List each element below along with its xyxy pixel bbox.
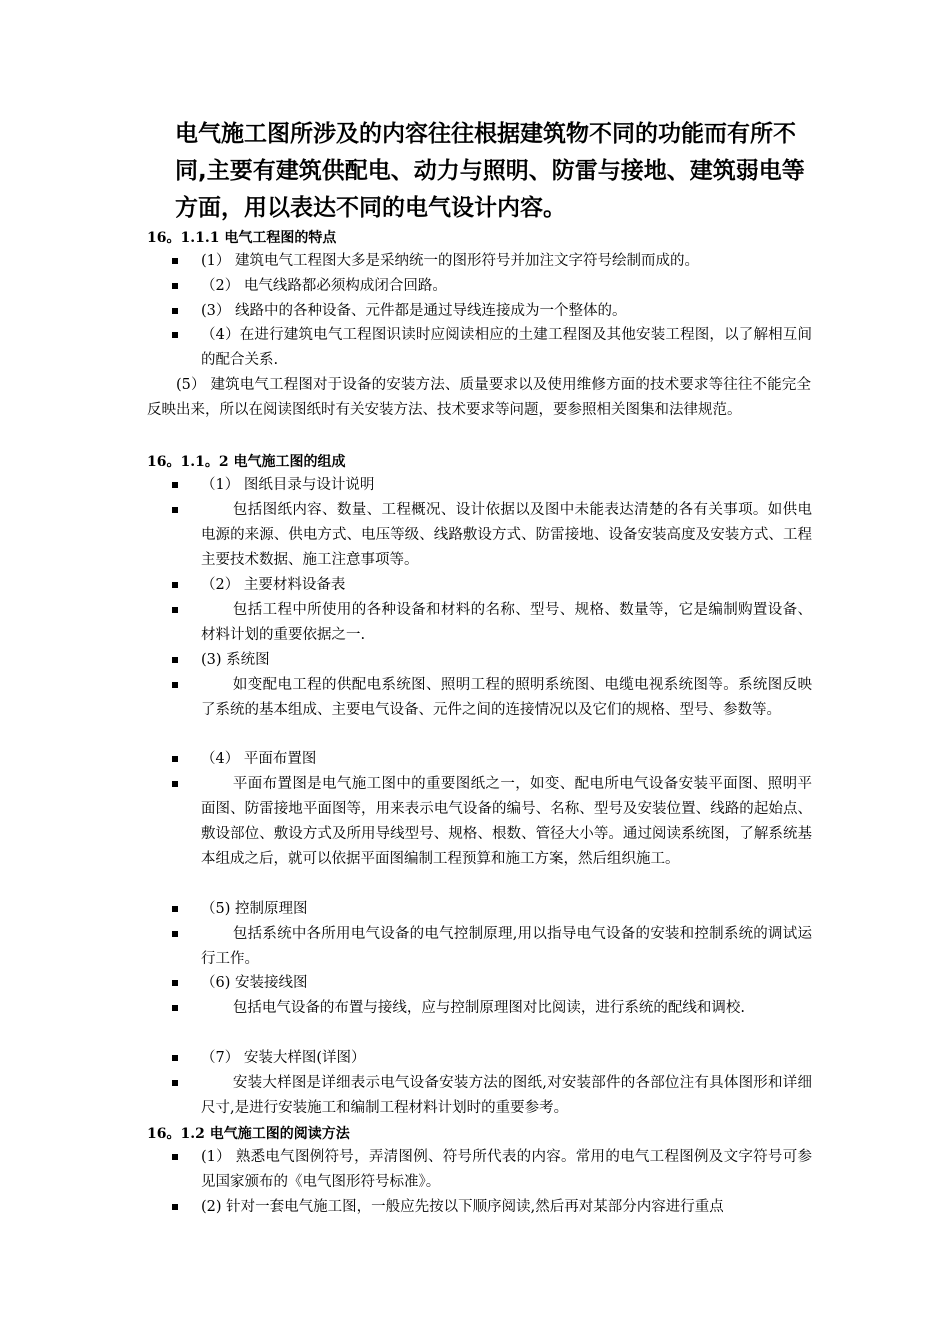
bullet-icon — [172, 657, 178, 663]
list-item: (3） 线路中的各种设备、元件都是通过导线连接成为一个整体的。 — [172, 299, 812, 324]
list-item: 如变配电工程的供配电系统图、照明工程的照明系统图、电缆电视系统图等。系统图反映了系统的基本组成、主要电气设备、元件之间的连接情况以及它们的规格、型号、参数等。 — [172, 673, 812, 723]
bullet-icon — [172, 781, 178, 787]
bullet-icon — [172, 906, 178, 912]
bullet-icon — [172, 931, 178, 937]
list-item: （5) 控制原理图 — [172, 897, 812, 922]
bullet-icon — [172, 1080, 178, 1086]
list-item: （4） 平面布置图 — [172, 747, 812, 772]
list-item: （7） 安装大样图(详图） — [172, 1046, 812, 1071]
bullet-icon — [172, 682, 178, 688]
section-heading-characteristics: 16。1.1.1 电气工程图的特点 — [147, 230, 337, 246]
list-item: (3) 系统图 — [172, 648, 812, 673]
bullet-icon — [172, 582, 178, 588]
bullet-icon — [172, 258, 178, 264]
bullet-icon — [172, 1005, 178, 1011]
list-item: 包括系统中各所用电气设备的电气控制原理,用以指导电气设备的安装和控制系统的调试运行工作。 — [172, 922, 812, 972]
bullet-icon — [172, 607, 178, 613]
list-item: （1） 图纸目录与设计说明 — [172, 473, 812, 498]
list-item: 安装大样图是详细表示电气设备安装方法的图纸,对安装部件的各部位注有具体图形和详细尺寸,是进行安装施工和编制工程材料计划时的重要参考。 — [172, 1071, 812, 1121]
bullet-icon — [172, 308, 178, 314]
body-paragraph: (5） 建筑电气工程图对于设备的安装方法、质量要求以及使用维修方面的技术要求等往往不能完全反映出来，所以在阅读图纸时有关安装方法、技术要求等问题，要参照相关图集和法律规范。 — [147, 377, 811, 418]
section-heading-reading-method: 16。1.2 电气施工图的阅读方法 — [147, 1126, 350, 1142]
list-item: 包括图纸内容、数量、工程概况、设计依据以及图中未能表达清楚的各有关事项。如供电电源的来源、供电方式、电压等级、线路敷设方式、防雷接地、设备安装高度及安装方式、工程主要技术数据、施工注意事项等。 — [172, 498, 812, 573]
list-item: (2) 针对一套电气施工图，一般应先按以下顺序阅读,然后再对某部分内容进行重点 — [172, 1195, 812, 1220]
list-item: 包括工程中所使用的各种设备和材料的名称、型号、规格、数量等，它是编制购置设备、材料计划的重要依据之一. — [172, 598, 812, 648]
section-heading-composition: 16。1.1。2 电气施工图的组成 — [147, 454, 346, 470]
bullet-icon — [172, 482, 178, 488]
list-item: 平面布置图是电气施工图中的重要图纸之一，如变、配电所电气设备安装平面图、照明平面图、防雷接地平面图等，用来表示电气设备的编号、名称、型号及安装位置、线路的起始点、敷设部位、敷设方式及所用导线型号、规格、根数、管径大小等。通过阅读系统图，了解系统基本组成之后，就可以依据平面图编制工程预算和施工方案，然后组织施工。 — [172, 772, 812, 872]
bullet-icon — [172, 980, 178, 986]
bullet-icon — [172, 332, 178, 338]
bullet-icon — [172, 283, 178, 289]
list-item: (1） 熟悉电气图例符号，弄清图例、符号所代表的内容。常用的电气工程图例及文字符号可参见国家颁布的《电气图形符号标准》。 — [172, 1145, 812, 1195]
bullet-icon — [172, 756, 178, 762]
bullet-icon — [172, 1055, 178, 1061]
list-item: 包括电气设备的布置与接线，应与控制原理图对比阅读，进行系统的配线和调校. — [172, 996, 812, 1021]
list-item: (1） 建筑电气工程图大多是采纳统一的图形符号并加注文字符号绘制而成的。 — [172, 249, 812, 274]
list-item: （2） 电气线路都必须构成闭合回路。 — [172, 274, 812, 299]
list-item: （6) 安装接线图 — [172, 971, 812, 996]
list-item: （4）在进行建筑电气工程图识读时应阅读相应的土建工程图及其他安装工程图，以了解相互间的配合关系. — [172, 323, 812, 373]
list-item: （2） 主要材料设备表 — [172, 573, 812, 598]
bullet-icon — [172, 507, 178, 513]
document-title: 电气施工图所涉及的内容往往根据建筑物不同的功能而有所不同,主要有建筑供配电、动力与照明、防雷与接地、建筑弱电等方面，用以表达不同的电气设计内容。 — [175, 121, 805, 221]
bullet-icon — [172, 1154, 178, 1160]
bullet-icon — [172, 1204, 178, 1210]
